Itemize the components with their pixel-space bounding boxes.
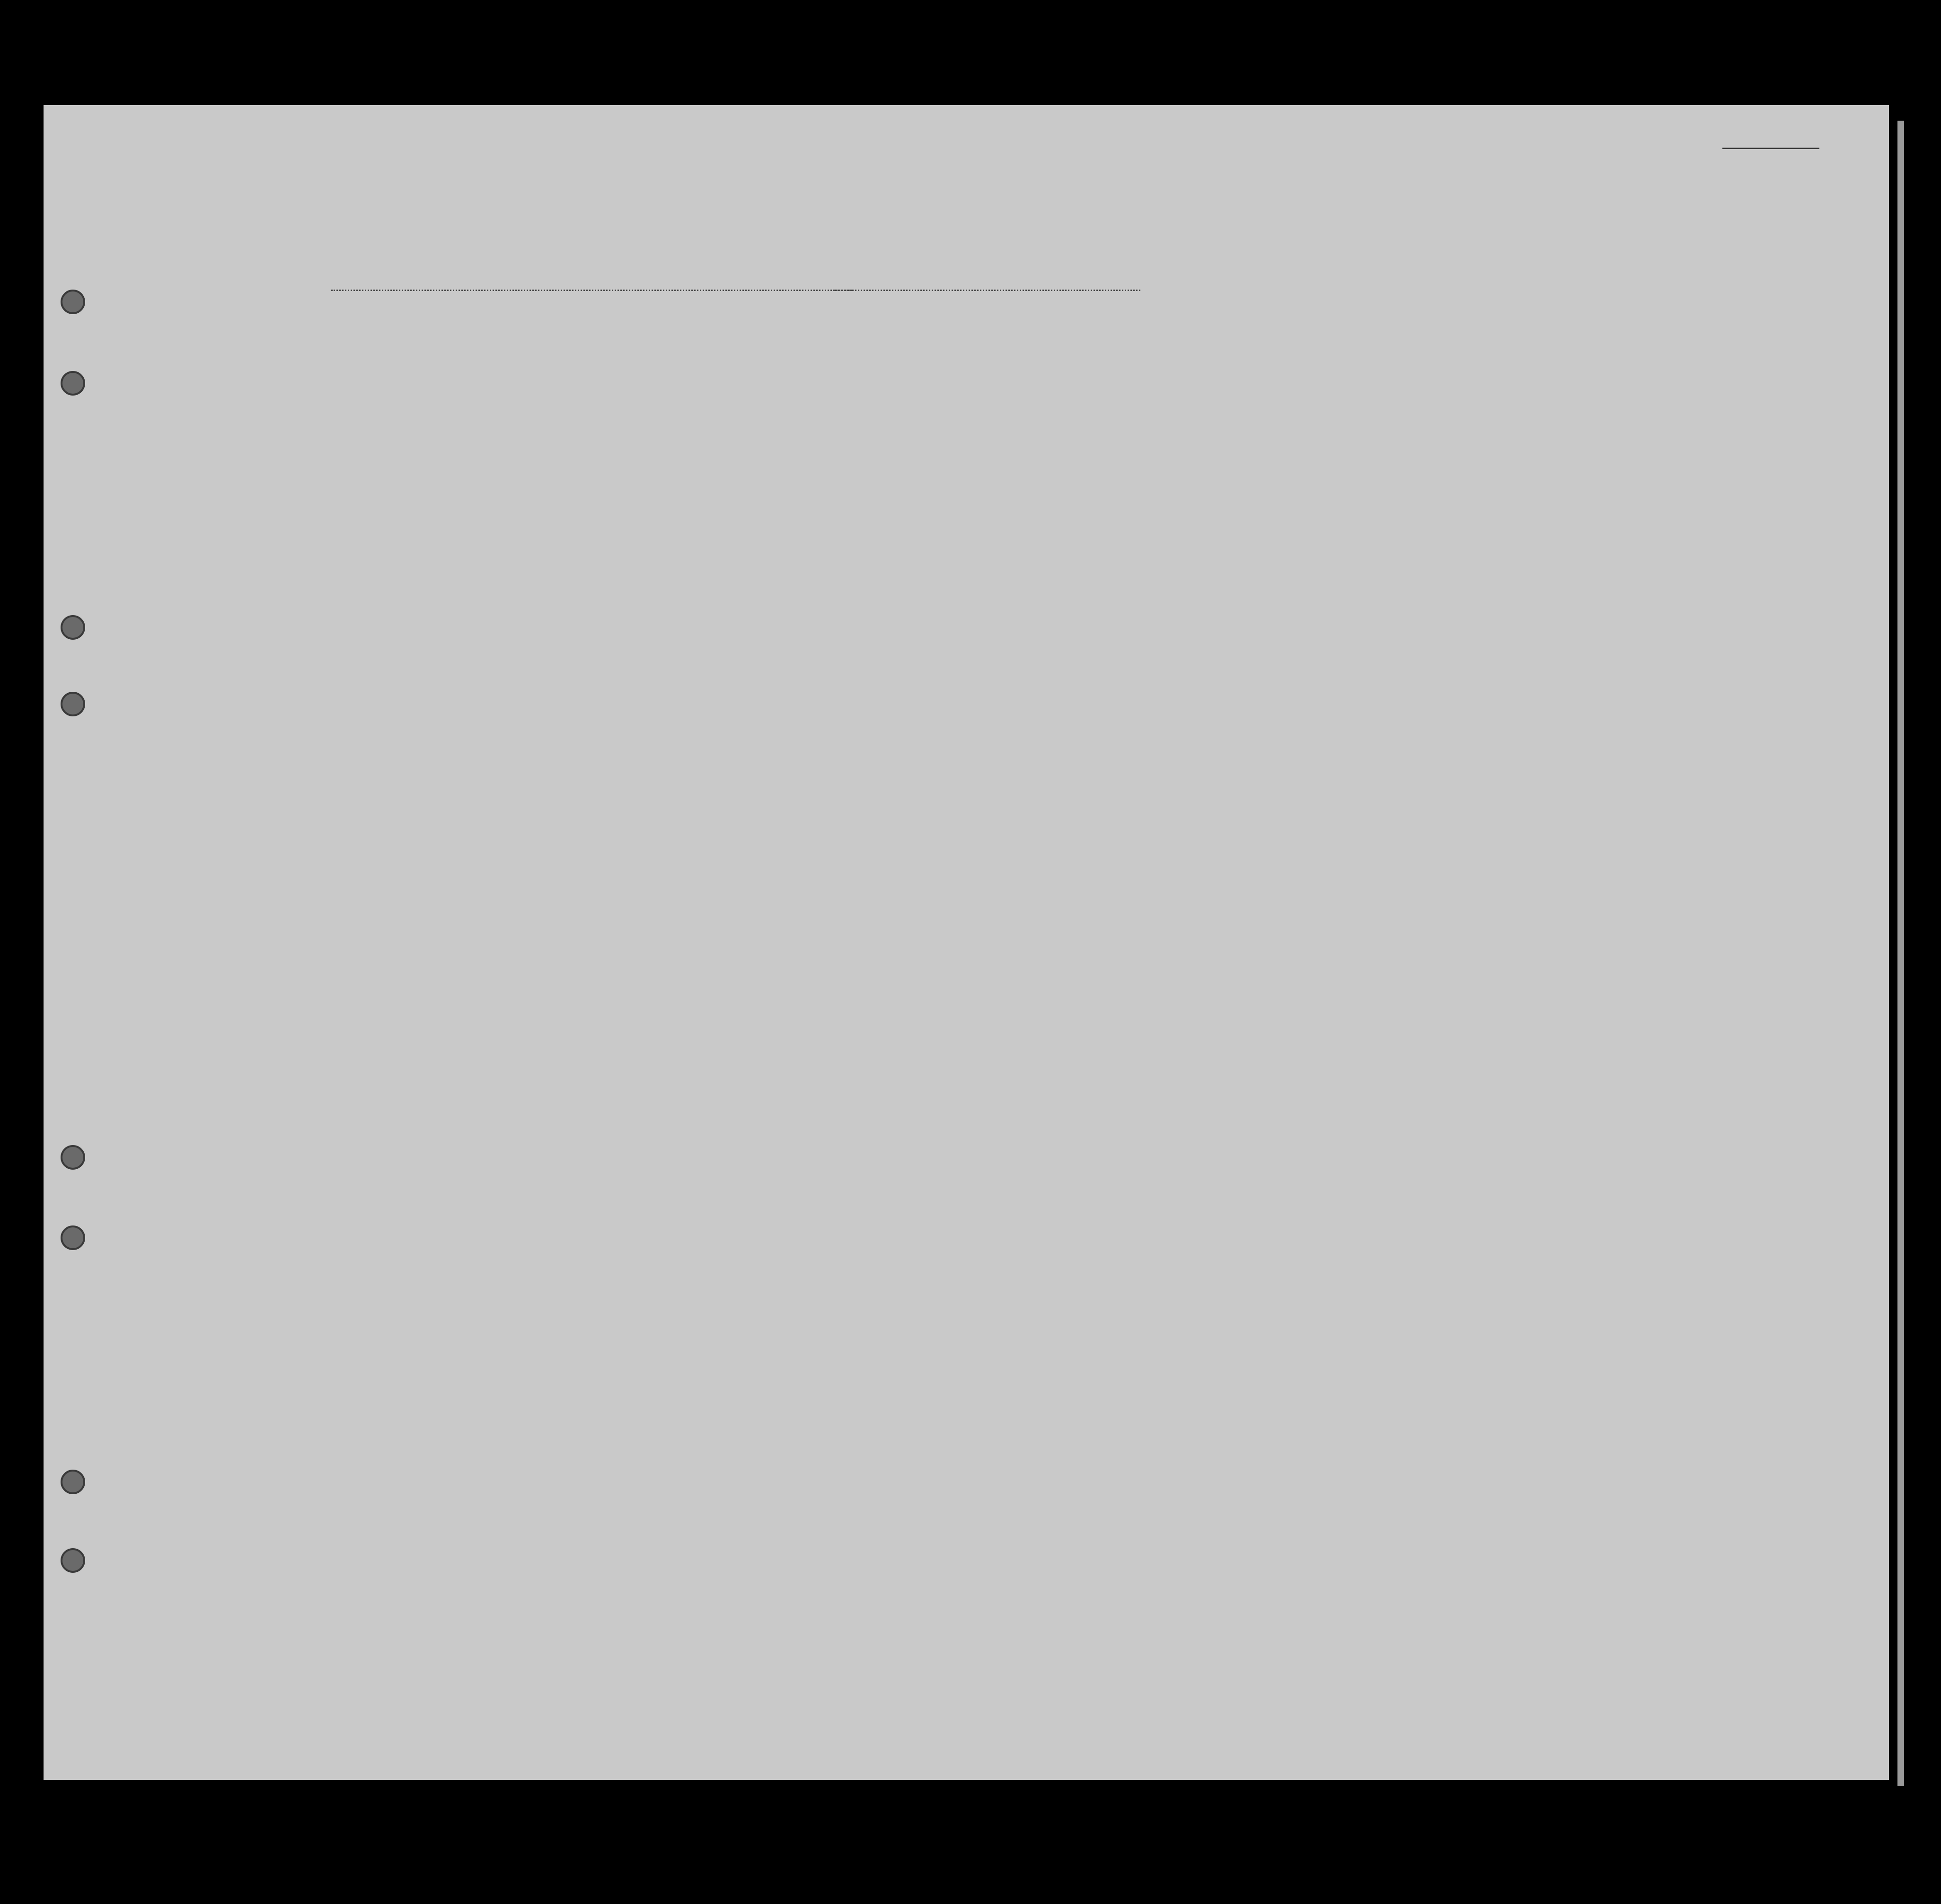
- header-purpose-return: [1083, 357, 1111, 466]
